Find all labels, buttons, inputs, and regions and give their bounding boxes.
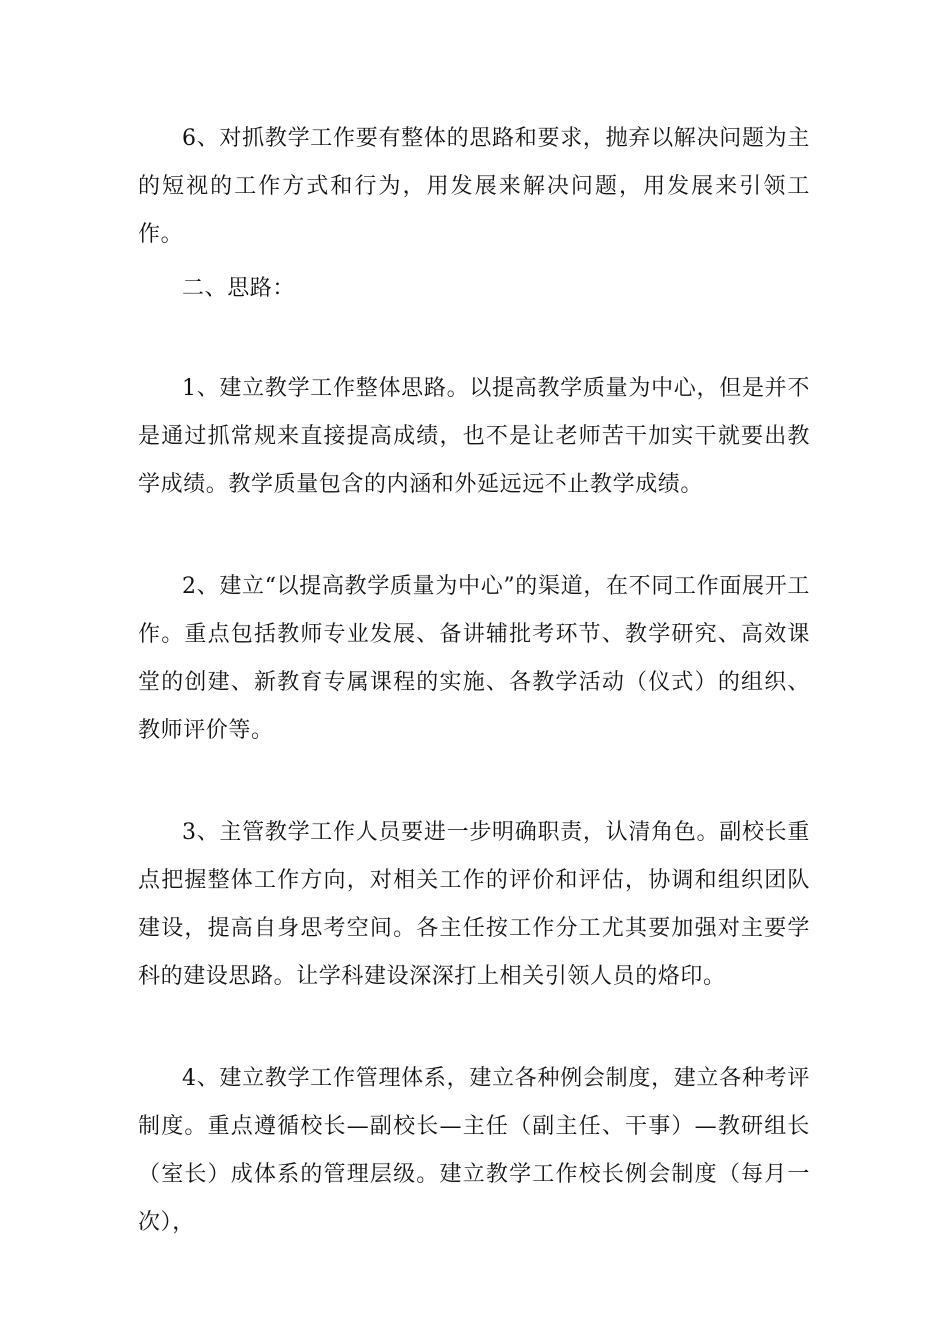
paragraph-item-2: 2、建立“以提高教学质量为中心”的渠道，在不同工作面展开工作。重点包括教师专业发展、备讲辅批考环节、教学研究、高效课堂的创建、新教育专属课程的实施、各教学活动（仪式）的组织、教师评价等。 — [138, 574, 810, 743]
paragraph-item-3: 3、主管教学工作人员要进一步明确职责，认清角色。副校长重点把握整体工作方向，对相关工作的评价和评估，协调和组织团队建设，提高自身思考空间。各主任按工作分工尤其要加强对主要学科的建设思路。让学科建设深深打上相关引领人员的烙印。 — [138, 820, 810, 989]
paragraph-item-1: 1、建立教学工作整体思路。以提高教学质量为中心，但是并不是通过抓常规来直接提高成绩，也不是让老师苦干加实干就要出教学成绩。教学质量包含的内涵和外延远远不止教学成绩。 — [138, 376, 810, 497]
paragraph-item-6: 6、对抓教学工作要有整体的思路和要求，抛弃以解决问题为主的短视的工作方式和行为，用发展来解决问题，用发展来引领工作。 — [138, 126, 810, 247]
paragraph-item-4: 4、建立教学工作管理体系，建立各种例会制度，建立各种考评制度。重点遵循校长—副校长—主任（副主任、干事）—教研组长（室长）成体系的管理层级。建立教学工作校长例会制度（每月一次）， — [138, 1066, 810, 1235]
section-heading-thinking: 二、思路： — [182, 276, 296, 301]
